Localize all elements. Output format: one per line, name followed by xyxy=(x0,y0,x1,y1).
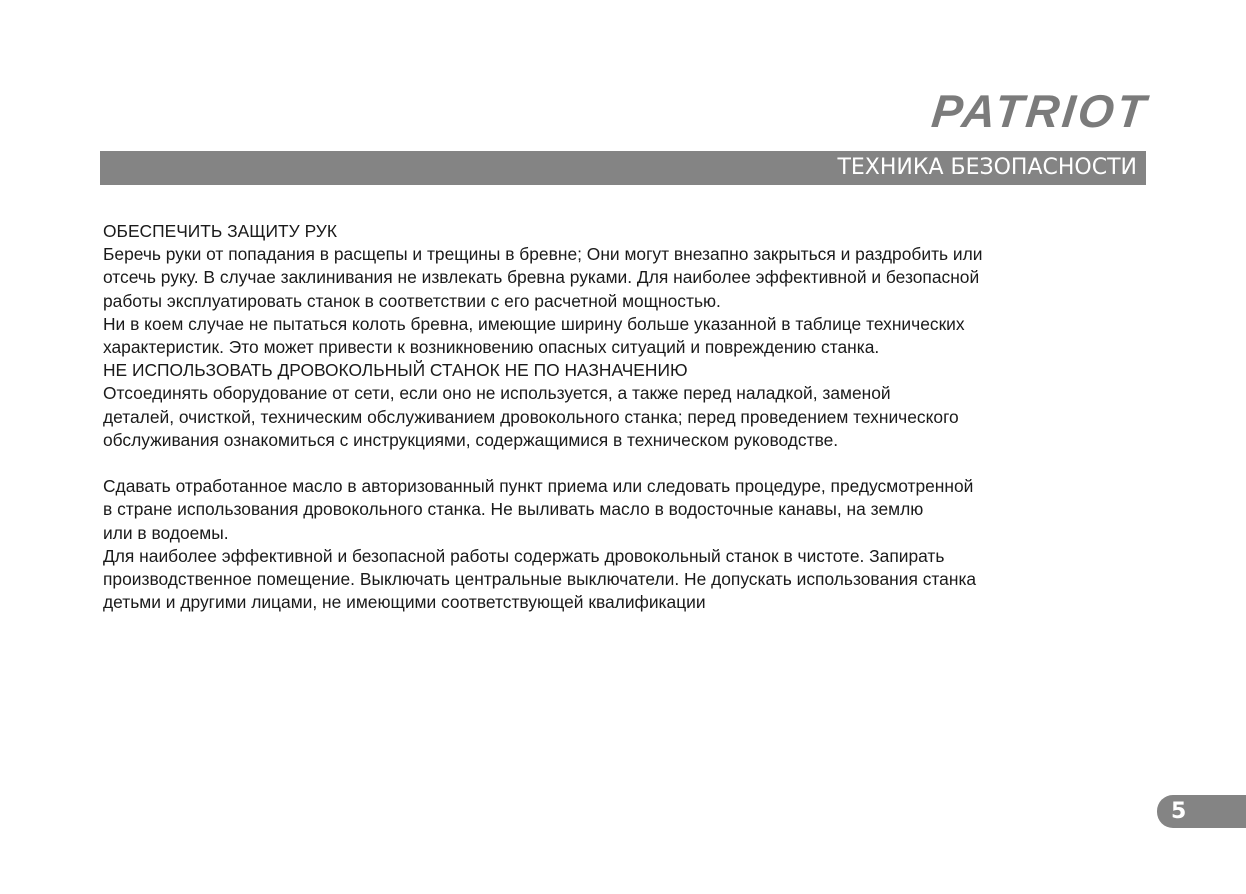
safety-text-body xyxy=(103,220,1133,614)
body-line: Отсоединять оборудование от сети, если оно не используется, а также перед наладкой, заменой xyxy=(103,383,891,404)
section-title: ТЕХНИКА БЕЗОПАСНОСТИ xyxy=(837,155,1137,180)
brand-logo: PATRIOT xyxy=(929,85,1151,137)
body-line: детьми и другими лицами, не имеющими соответствующей квалификации xyxy=(103,592,706,613)
section-heading-hand-protection: ОБЕСПЕЧИТЬ ЗАЩИТУ РУК xyxy=(103,221,337,241)
body-line: характеристик. Это может привести к возникновению опасных ситуаций и повреждению станка. xyxy=(103,337,880,358)
section-heading-intended-use: НЕ ИСПОЛЬЗОВАТЬ ДРОВОКОЛЬНЫЙ СТАНОК НЕ ПО НАЗНАЧЕНИЮ xyxy=(103,360,688,381)
body-line: или в водоемы. xyxy=(103,522,229,543)
page-number: 5 xyxy=(1171,799,1187,824)
body-line: обслуживания ознакомиться с инструкциями, содержащимися в техническом руководстве. xyxy=(103,429,839,450)
page-number-tab xyxy=(1157,795,1246,828)
body-line: Беречь руки от попадания в расщепы и трещины в бревне; Они могут внезапно закрыться и раздробить или xyxy=(103,244,983,265)
body-line: Ни в коем случае не пытаться колоть бревна, имеющие ширину больше указанной в таблице технических xyxy=(103,313,965,334)
body-line: деталей, очисткой, техническим обслуживанием дровокольного станка; перед проведением технического xyxy=(103,406,959,427)
section-header-bar xyxy=(100,151,1146,185)
body-line: производственное помещение. Выключать центральные выключатели. Не допускать использования станка xyxy=(103,569,977,590)
body-line: Сдавать отработанное масло в авторизованный пункт приема или следовать процедуре, предусмотренной xyxy=(103,476,974,497)
body-line: работы эксплуатировать станок в соответствии с его расчетной мощностью. xyxy=(103,290,721,311)
paragraph-spacer xyxy=(103,452,1133,475)
body-line: в стране использования дровокольного станка. Не выливать масло в водосточные канавы, на землю xyxy=(103,499,924,520)
body-line: отсечь руку. В случае заклинивания не извлекать бревна руками. Для наиболее эффективной и безопасной xyxy=(103,267,980,288)
body-line: Для наиболее эффективной и безопасной работы содержать дровокольный станок в чистоте. Запирать xyxy=(103,545,945,566)
